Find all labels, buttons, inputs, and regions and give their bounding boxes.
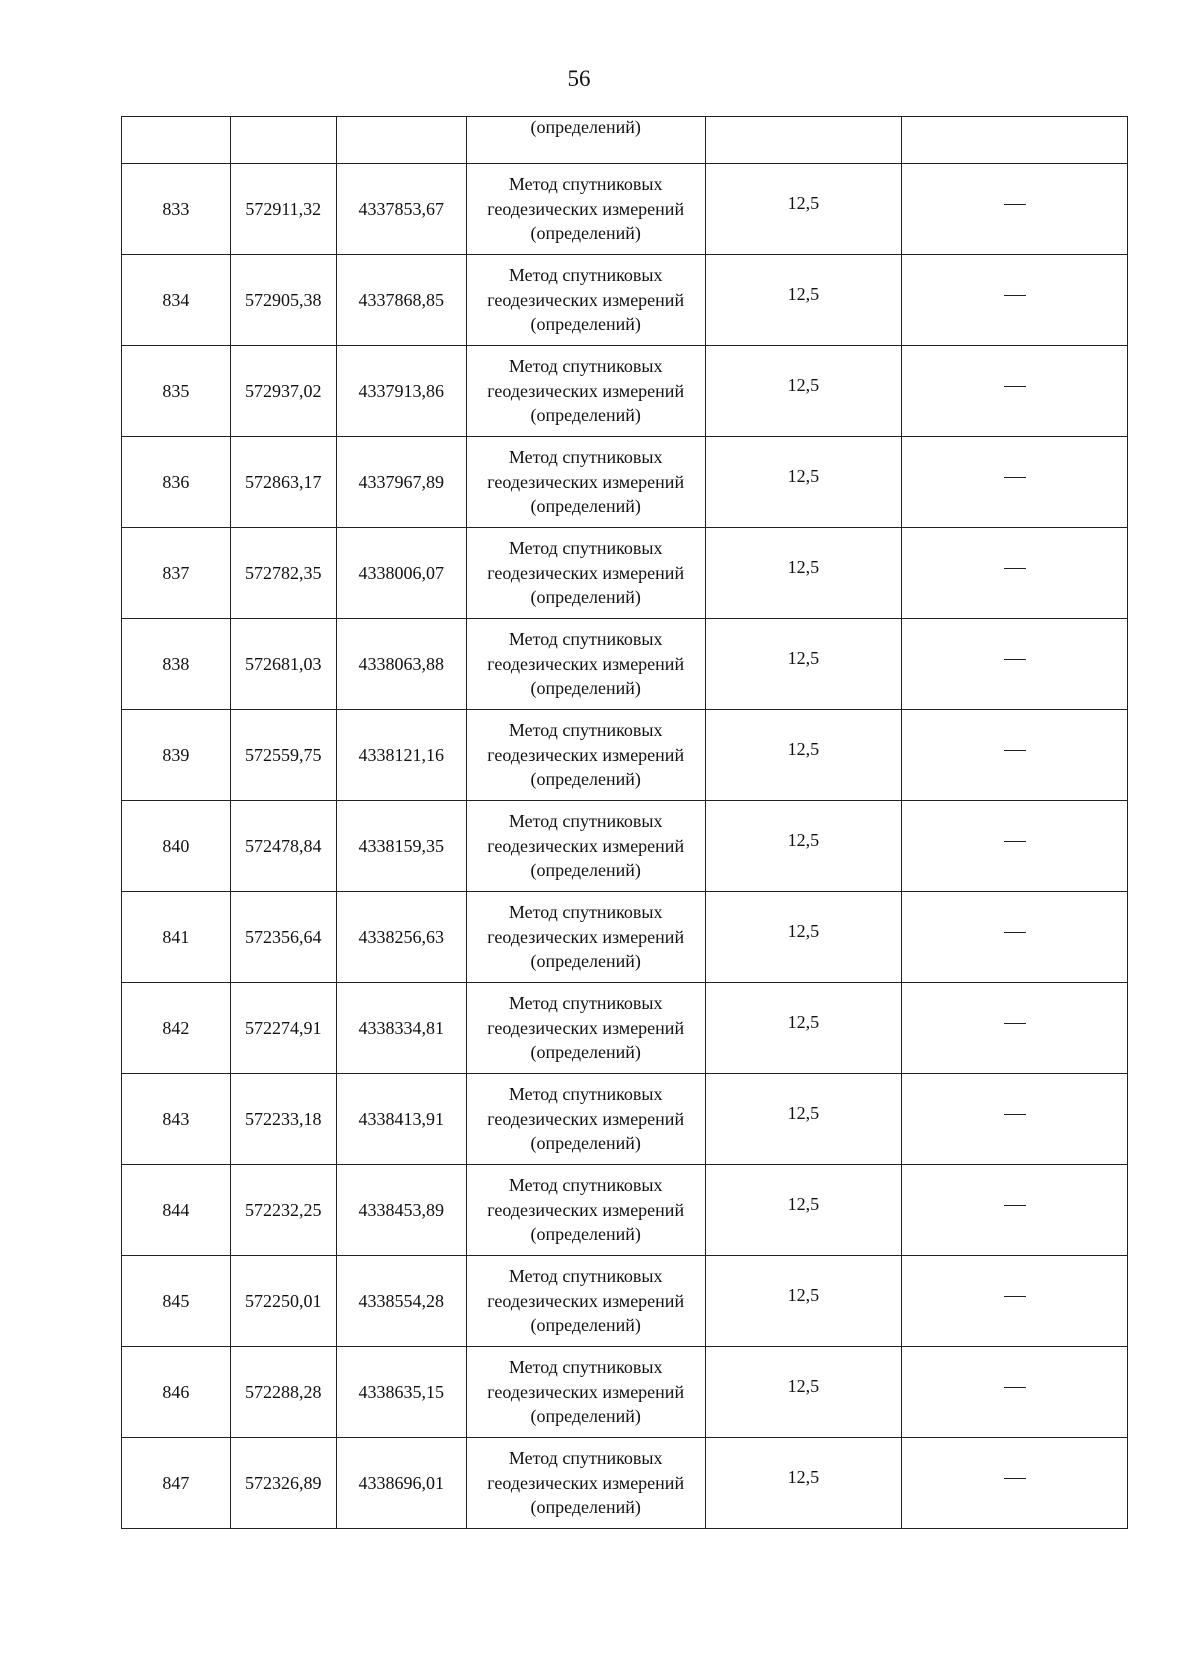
method-line: геодезических измерений <box>487 471 685 492</box>
method-cell <box>466 1165 705 1256</box>
dash-mark <box>1004 1296 1026 1297</box>
accuracy-value: 12,5 <box>787 1193 820 1214</box>
cell-empty <box>122 117 231 164</box>
accuracy-cell <box>705 801 902 892</box>
method-line: (определений) <box>530 1497 641 1518</box>
table-row <box>122 983 1128 1074</box>
y-coordinate-cell: 4338006,07 <box>336 528 466 619</box>
accuracy-cell <box>705 164 902 255</box>
x-coordinate-cell: 572681,03 <box>230 619 336 710</box>
x-coordinate-cell: 572250,01 <box>230 1256 336 1347</box>
accuracy-value: 12,5 <box>787 1466 820 1487</box>
method-line: (определений) <box>530 1315 641 1336</box>
accuracy-value: 12,5 <box>787 192 820 213</box>
method-line: Метод спутниковых <box>508 902 663 923</box>
table-row <box>122 255 1128 346</box>
note-cell <box>902 164 1128 255</box>
accuracy-value: 12,5 <box>787 374 820 395</box>
method-cell <box>466 892 705 983</box>
method-line: (определений) <box>530 678 641 699</box>
accuracy-value: 12,5 <box>787 556 820 577</box>
y-coordinate-cell: 4338063,88 <box>336 619 466 710</box>
coordinates-table <box>121 116 1128 1529</box>
method-line: геодезических измерений <box>487 835 685 856</box>
table-row <box>122 1347 1128 1438</box>
x-coordinate-cell: 572233,18 <box>230 1074 336 1165</box>
note-cell <box>902 437 1128 528</box>
method-line: геодезических измерений <box>487 1290 685 1311</box>
method-line: геодезических измерений <box>487 289 685 310</box>
method-cell <box>466 437 705 528</box>
method-line: (определений) <box>530 1133 641 1154</box>
dash-mark <box>1004 1387 1026 1388</box>
method-cell <box>466 1256 705 1347</box>
x-coordinate-cell: 572326,89 <box>230 1438 336 1529</box>
point-number-cell: 834 <box>122 255 231 346</box>
accuracy-cell <box>705 983 902 1074</box>
method-cell <box>466 1074 705 1165</box>
dash-mark <box>1004 386 1026 387</box>
dash-mark <box>1004 750 1026 751</box>
method-line: геодезических измерений <box>487 1199 685 1220</box>
table-row <box>122 528 1128 619</box>
note-cell <box>902 1438 1128 1529</box>
method-cell <box>466 710 705 801</box>
method-line: геодезических измерений <box>487 562 685 583</box>
x-coordinate-cell: 572274,91 <box>230 983 336 1074</box>
method-line: геодезических измерений <box>487 653 685 674</box>
note-cell <box>902 346 1128 437</box>
method-line: Метод спутниковых <box>508 174 663 195</box>
point-number-cell: 842 <box>122 983 231 1074</box>
method-cell <box>466 801 705 892</box>
dash-mark <box>1004 659 1026 660</box>
accuracy-cell <box>705 255 902 346</box>
page-number: 56 <box>567 66 591 91</box>
x-coordinate-cell: 572937,02 <box>230 346 336 437</box>
dash-mark <box>1004 1023 1026 1024</box>
x-coordinate-cell: 572559,75 <box>230 710 336 801</box>
y-coordinate-cell: 4338121,16 <box>336 710 466 801</box>
method-line: (определений) <box>530 223 641 244</box>
method-line: (определений) <box>530 587 641 608</box>
point-number-cell: 835 <box>122 346 231 437</box>
method-line: (определений) <box>530 1406 641 1427</box>
method-cell <box>466 619 705 710</box>
point-number-cell: 839 <box>122 710 231 801</box>
point-number-cell: 840 <box>122 801 231 892</box>
method-line: (определений) <box>530 496 641 517</box>
method-cell <box>466 983 705 1074</box>
table-row <box>122 346 1128 437</box>
table-row <box>122 437 1128 528</box>
method-line: Метод спутниковых <box>508 265 663 286</box>
table-row <box>122 710 1128 801</box>
method-line: (определений) <box>530 951 641 972</box>
accuracy-value: 12,5 <box>787 1284 820 1305</box>
x-coordinate-cell: 572911,32 <box>230 164 336 255</box>
y-coordinate-cell: 4338334,81 <box>336 983 466 1074</box>
x-coordinate-cell: 572863,17 <box>230 437 336 528</box>
method-line: геодезических измерений <box>487 744 685 765</box>
y-coordinate-cell: 4337853,67 <box>336 164 466 255</box>
method-line: геодезических измерений <box>487 1381 685 1402</box>
note-cell <box>902 1074 1128 1165</box>
note-cell <box>902 528 1128 619</box>
method-line: (определений) <box>530 1224 641 1245</box>
accuracy-cell <box>705 1074 902 1165</box>
point-number-cell: 845 <box>122 1256 231 1347</box>
method-line: Метод спутниковых <box>508 993 663 1014</box>
note-cell <box>902 983 1128 1074</box>
method-cell <box>466 346 705 437</box>
method-line: Метод спутниковых <box>508 1084 663 1105</box>
note-cell <box>902 801 1128 892</box>
point-number-cell: 838 <box>122 619 231 710</box>
y-coordinate-cell: 4337967,89 <box>336 437 466 528</box>
cell-empty <box>230 117 336 164</box>
point-number-cell: 841 <box>122 892 231 983</box>
x-coordinate-cell: 572232,25 <box>230 1165 336 1256</box>
method-line: (определений) <box>530 405 641 426</box>
method-cell <box>466 164 705 255</box>
y-coordinate-cell: 4337868,85 <box>336 255 466 346</box>
cell-empty <box>902 117 1128 164</box>
point-number-cell: 844 <box>122 1165 231 1256</box>
continuation-row <box>122 117 1128 164</box>
table-row <box>122 1165 1128 1256</box>
method-cell <box>466 528 705 619</box>
method-line: Метод спутниковых <box>508 447 663 468</box>
method-cell <box>466 1347 705 1438</box>
x-coordinate-cell: 572478,84 <box>230 801 336 892</box>
point-number-cell: 847 <box>122 1438 231 1529</box>
dash-mark <box>1004 204 1026 205</box>
x-coordinate-cell: 572288,28 <box>230 1347 336 1438</box>
method-line: геодезических измерений <box>487 380 685 401</box>
accuracy-cell <box>705 1165 902 1256</box>
table-row <box>122 164 1128 255</box>
dash-mark <box>1004 295 1026 296</box>
note-cell <box>902 1165 1128 1256</box>
table-row <box>122 1074 1128 1165</box>
note-cell <box>902 1256 1128 1347</box>
method-line: (определений) <box>530 769 641 790</box>
y-coordinate-cell: 4337913,86 <box>336 346 466 437</box>
method-line: Метод спутниковых <box>508 1175 663 1196</box>
note-cell <box>902 255 1128 346</box>
table-row <box>122 1256 1128 1347</box>
accuracy-value: 12,5 <box>787 829 820 850</box>
cell-method-continuation: (определений) <box>466 117 705 164</box>
x-coordinate-cell: 572356,64 <box>230 892 336 983</box>
note-cell <box>902 1347 1128 1438</box>
dash-mark <box>1004 932 1026 933</box>
method-line: (определений) <box>530 1042 641 1063</box>
method-line: геодезических измерений <box>487 1108 685 1129</box>
accuracy-value: 12,5 <box>787 283 820 304</box>
method-line: Метод спутниковых <box>508 629 663 650</box>
method-line: геодезических измерений <box>487 926 685 947</box>
method-line: геодезических измерений <box>487 198 685 219</box>
method-line: (определений) <box>530 314 641 335</box>
method-line: Метод спутниковых <box>508 720 663 741</box>
x-coordinate-cell: 572782,35 <box>230 528 336 619</box>
method-cell <box>466 255 705 346</box>
method-line: геодезических измерений <box>487 1472 685 1493</box>
accuracy-value: 12,5 <box>787 1011 820 1032</box>
accuracy-value: 12,5 <box>787 1102 820 1123</box>
dash-mark <box>1004 477 1026 478</box>
method-line: Метод спутниковых <box>508 538 663 559</box>
table-row <box>122 1438 1128 1529</box>
accuracy-cell <box>705 710 902 801</box>
method-cell <box>466 1438 705 1529</box>
cell-empty <box>705 117 902 164</box>
dash-mark <box>1004 1114 1026 1115</box>
x-coordinate-cell: 572905,38 <box>230 255 336 346</box>
accuracy-value: 12,5 <box>787 1375 820 1396</box>
y-coordinate-cell: 4338554,28 <box>336 1256 466 1347</box>
note-cell <box>902 892 1128 983</box>
method-line: (определений) <box>530 860 641 881</box>
accuracy-cell <box>705 1438 902 1529</box>
accuracy-cell <box>705 437 902 528</box>
y-coordinate-cell: 4338635,15 <box>336 1347 466 1438</box>
accuracy-cell <box>705 1347 902 1438</box>
accuracy-cell <box>705 619 902 710</box>
dash-mark <box>1004 841 1026 842</box>
dash-mark <box>1004 1478 1026 1479</box>
method-line: Метод спутниковых <box>508 811 663 832</box>
method-line: Метод спутниковых <box>508 356 663 377</box>
method-line: геодезических измерений <box>487 1017 685 1038</box>
point-number-cell: 836 <box>122 437 231 528</box>
point-number-cell: 837 <box>122 528 231 619</box>
accuracy-value: 12,5 <box>787 647 820 668</box>
point-number-cell: 846 <box>122 1347 231 1438</box>
accuracy-cell <box>705 892 902 983</box>
method-line: Метод спутниковых <box>508 1357 663 1378</box>
y-coordinate-cell: 4338159,35 <box>336 801 466 892</box>
accuracy-value: 12,5 <box>787 738 820 759</box>
accuracy-value: 12,5 <box>787 465 820 486</box>
y-coordinate-cell: 4338256,63 <box>336 892 466 983</box>
accuracy-cell <box>705 346 902 437</box>
dash-mark <box>1004 1205 1026 1206</box>
table-body <box>122 117 1128 1529</box>
y-coordinate-cell: 4338696,01 <box>336 1438 466 1529</box>
accuracy-cell <box>705 528 902 619</box>
dash-mark <box>1004 568 1026 569</box>
accuracy-value: 12,5 <box>787 920 820 941</box>
point-number-cell: 833 <box>122 164 231 255</box>
table-row <box>122 892 1128 983</box>
cell-empty <box>336 117 466 164</box>
y-coordinate-cell: 4338453,89 <box>336 1165 466 1256</box>
method-line: Метод спутниковых <box>508 1266 663 1287</box>
table-row <box>122 801 1128 892</box>
note-cell <box>902 619 1128 710</box>
method-line: Метод спутниковых <box>508 1448 663 1469</box>
y-coordinate-cell: 4338413,91 <box>336 1074 466 1165</box>
table-row <box>122 619 1128 710</box>
note-cell <box>902 710 1128 801</box>
accuracy-cell <box>705 1256 902 1347</box>
point-number-cell: 843 <box>122 1074 231 1165</box>
